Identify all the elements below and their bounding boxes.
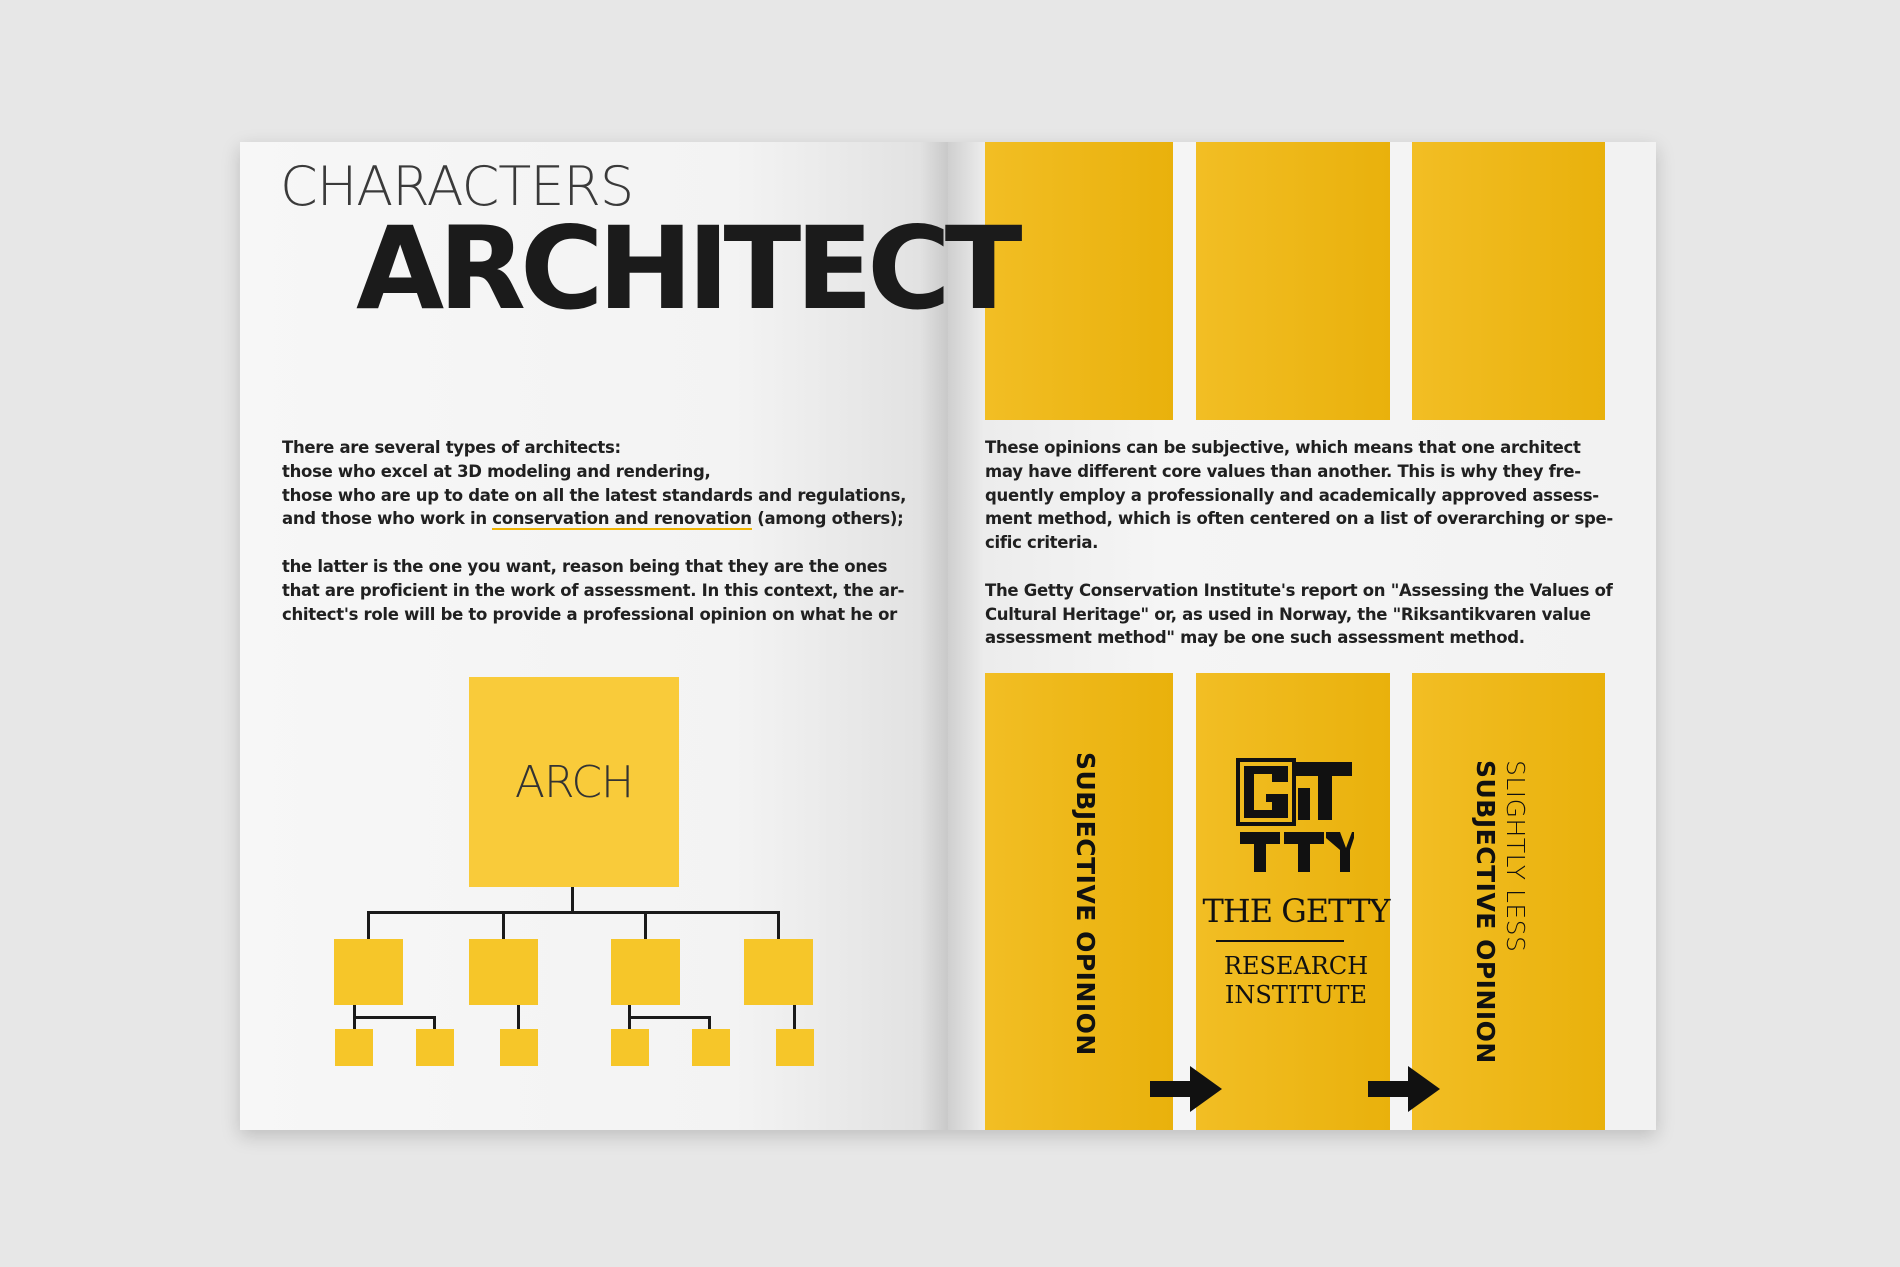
diagram-root-connector [571, 887, 574, 913]
diagram-child-node [334, 939, 403, 1005]
right-body-text [985, 436, 1625, 674]
diagram-horizontal-connector [367, 911, 780, 914]
diagram-leaf-node [500, 1029, 538, 1066]
diagram-child-node [469, 939, 538, 1005]
top-yellow-column-2 [1196, 142, 1390, 420]
section-kicker: CHARACTERS [280, 155, 634, 218]
slightly-less-subjective-label: SLIGHTLY LESS SUBJECTIVE OPINION [1471, 760, 1530, 1064]
diagram-leaf-connector [433, 1016, 436, 1029]
getty-name-text: THE GETTY [1202, 892, 1390, 930]
diagram-leaf-connector [353, 1016, 436, 1019]
diagram-leaf-connector [793, 1005, 796, 1029]
diagram-leaf-node [776, 1029, 814, 1066]
diagram-leaf-node [335, 1029, 373, 1066]
diagram-child-node [611, 939, 680, 1005]
diagram-leaf-connector [628, 1016, 711, 1019]
arrow-right-icon [1150, 1066, 1222, 1112]
getty-logo-icon [1236, 758, 1356, 874]
diagram-branch-connector [644, 911, 647, 939]
diagram-child-node [744, 939, 813, 1005]
diagram-branch-connector [367, 911, 370, 939]
diagram-leaf-node [416, 1029, 454, 1066]
getty-divider [1216, 940, 1344, 942]
diagram-leaf-node [611, 1029, 649, 1066]
left-paragraph-2: the latter is the one you want, reason being that they are the ones that are proficient in the work of assessment. In this context, the ar- chitect's role will be to provide a professional opinion on what he or [282, 556, 905, 624]
highlighted-phrase: conservation and renovation [492, 509, 752, 529]
right-paragraph-1: These opinions can be subjective, which means that one architect may have different core values than another. This is why they fre- quently employ a professionally and academically approved assess- ment method, which is often centered on a list of overarching or spe- cific criteria. [985, 438, 1613, 553]
diagram-root-node [469, 677, 679, 887]
left-paragraph-1: There are several types of architects: those who excel at 3D modeling and rendering, those who are up to date on all the latest standards and regulations, and those who work in conservation and renovation (among others); [282, 438, 907, 529]
left-body-text [282, 436, 922, 650]
diagram-leaf-node [692, 1029, 730, 1066]
right-paragraph-2: The Getty Conservation Institute's report on "Assessing the Values of Cultural Heritage" or, as used in Norway, the "Riksantikvaren value assessment method" may be one such assessment method. [985, 580, 1613, 648]
diagram-leaf-connector [708, 1016, 711, 1029]
subjective-opinion-label: SUBJECTIVE OPINION [1071, 752, 1100, 1056]
diagram-root-label: ARCH [514, 756, 634, 808]
page-title: ARCHITECT [356, 202, 1017, 335]
arrow-right-icon [1368, 1066, 1440, 1112]
top-yellow-column-3 [1412, 142, 1605, 420]
diagram-leaf-connector [517, 1005, 520, 1029]
diagram-branch-connector [777, 911, 780, 939]
diagram-branch-connector [502, 911, 505, 939]
getty-subtitle: RESEARCH INSTITUTE [1223, 952, 1369, 1009]
